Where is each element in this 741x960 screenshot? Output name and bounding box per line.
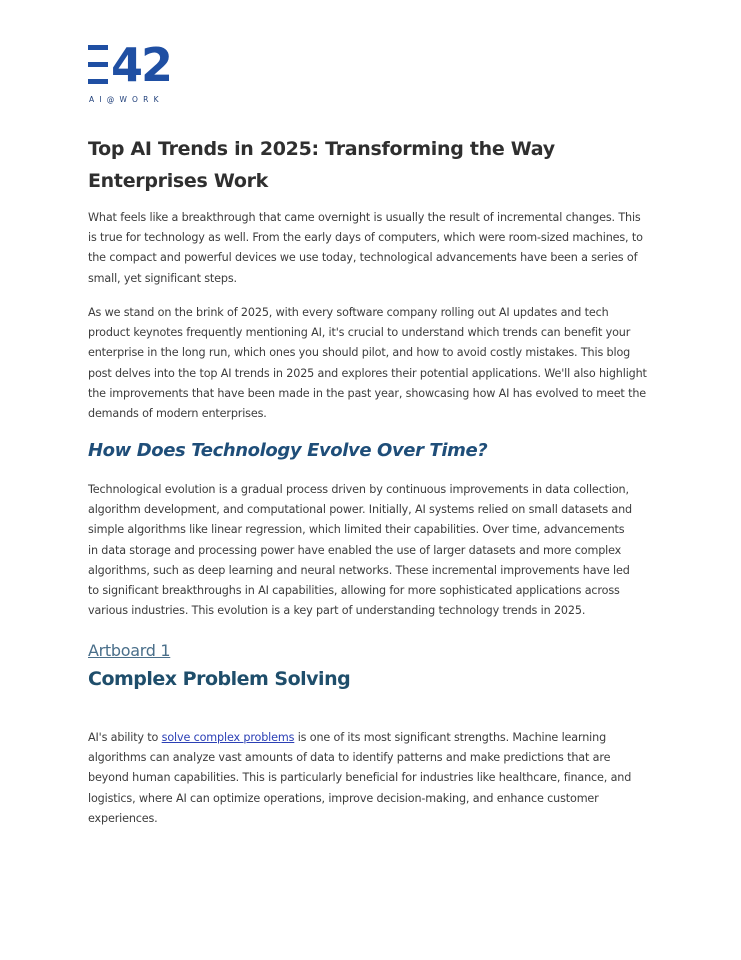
final-paragraph-start: AI's ability to <box>88 731 162 744</box>
intro-paragraph-2: As we stand on the brink of 2025, with every software company rolling out AI updates and tech product keynotes frequently mentioning AI, it's crucial to understand which trends can benefit your enterprise in the long run, which ones you should pilot, and how to avoid costly mistakes. This blog post delves into the top AI trends in 2025 and explores their potential applications. We'll also highlight the improvements that have been made in the past year, showcasing how AI has evolved to meet the demands of modern enterprises. <box>88 306 647 421</box>
artboard-link[interactable]: Artboard 1 <box>88 641 171 660</box>
logo-mark <box>88 38 188 92</box>
section-paragraph: Technological evolution is a gradual process driven by continuous improvements in data collection, algorithm development, and computational power. Initially, AI systems relied on small datasets and simple algorithms like linear regression, which limited their capabilities. Over time, advancements in data storage and processing power have enabled the use of larger datasets and more complex algorithms, such as deep learning and neural networks. These incremental improvements have led to significant breakthroughs in AI capabilities, allowing for more sophisticated applications across various industries. This evolution is a key part of understanding technology trends in 2025. <box>88 483 633 618</box>
final-paragraph <box>88 728 650 829</box>
subheading: Complex Problem Solving <box>88 668 351 690</box>
logo-tagline: AI@WORK <box>89 95 164 104</box>
solve-complex-problems-link[interactable]: solve complex problems <box>161 731 295 744</box>
logo-digits: 42 <box>111 38 172 92</box>
article-title: Top AI Trends in 2025: Transforming the Way Enterprises Work <box>88 138 555 192</box>
logo-e-icon <box>88 45 108 85</box>
intro-paragraph-1: What feels like a breakthrough that came overnight is usually the result of incremental changes. This is true for technology as well. From the early days of computers, which were room-sized machines, to the compact and powerful devices we use today, technological advancements have been a series of small, yet significant steps. <box>88 211 643 285</box>
final-paragraph-end: is one of its most significant strengths. Machine learning algorithms can analyze vast amounts of data to identify patterns and make predictions that are beyond human capabilities. This is particularly beneficial for industries like healthcare, finance, and logistics, where AI can optimize operations, improve decision-making, and enhance customer experiences. <box>88 731 632 825</box>
company-logo[interactable] <box>88 38 188 104</box>
section-heading: How Does Technology Evolve Over Time? <box>88 440 488 461</box>
